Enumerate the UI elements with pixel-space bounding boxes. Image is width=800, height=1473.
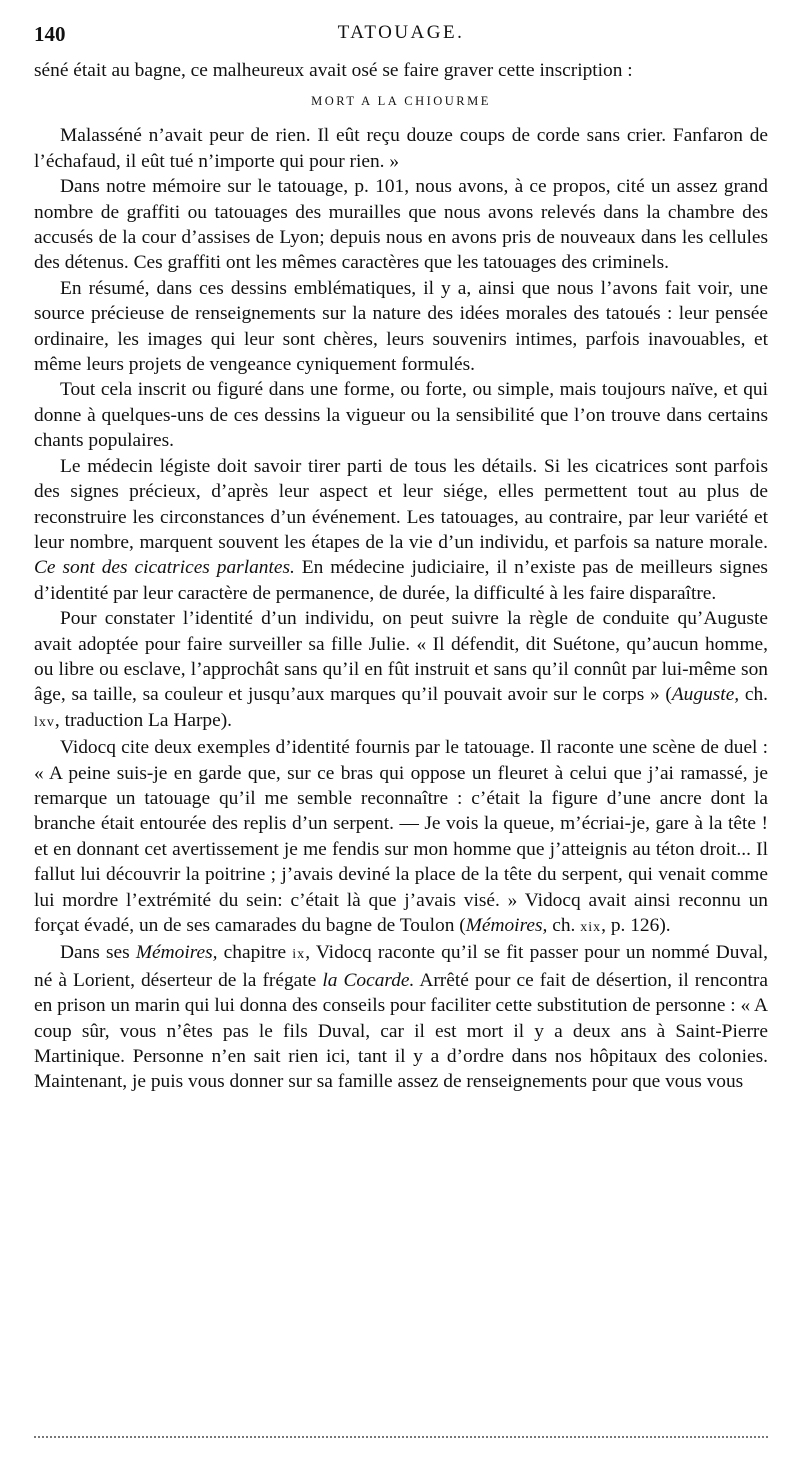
paragraph-7-italic: Auguste, — [671, 684, 740, 706]
paragraph-4: En résumé, dans ces dessins emblématiques, il y a, ainsi que nous l’avons fait voir, une source précieuse de renseignements sur la nature des idées morales des tatoués : leur pensée ordinaire, les images qui leur sont chères, leurs souvenirs intimes, parfois inavouables, et même leurs projets de vengeance cyniquement formulés. — [34, 277, 768, 376]
body-text — [34, 58, 768, 1095]
paragraph-7 — [34, 606, 768, 735]
page-header — [34, 22, 768, 58]
paragraph-8-italic: Mémoires, — [465, 915, 548, 936]
paragraph-5: Tout cela inscrit ou figuré dans une forme, ou forte, ou simple, mais toujours naïve, et qui donne à quelques-uns de ces dessins la vigueur ou la sensibilité que l’on trouve dans certains chants populaires. — [34, 379, 768, 452]
paragraph-7-chapter: lxv — [34, 714, 55, 730]
paragraph-6-text-a: Le médecin légiste doit savoir tirer parti de tous les détails. Si les cicatrices sont parfois des signes précieux, d’après leur aspect et leur siége, elles permettent tout au plus de reconstruire les circonstances d’un événement. Les tatouages, au contraire, par leur variété et leur nombre, marquent souvent les étapes de la vie d’un individu, et parfois sa nature morale. — [34, 455, 768, 553]
paragraph-9 — [34, 940, 768, 1094]
footer-dotted-rule — [34, 1436, 768, 1438]
paragraph-2: Malasséné n’avait peur de rien. Il eût reçu douze coups de corde sans crier. Fanfaron de l’échafaud, il eût tué n’importe qui pour rien. » — [34, 125, 768, 172]
paragraph-9-text-b: chapitre — [217, 942, 293, 964]
paragraph-3: Dans notre mémoire sur le tatouage, p. 101, nous avons, à ce propos, cité un assez grand nombre de graffiti ou tatouages des murailles que nous avons relevés dans la chambre des accusés de la cour d’assises de Lyon; depuis nous en avons pris de nouveaux dans les cellules des détenus. Ces graffiti ont les mêmes caractères que les tatouages des criminels. — [34, 176, 768, 274]
book-page — [34, 22, 768, 1095]
paragraph-7-text-b: ch. — [739, 684, 768, 706]
paragraph-8-text-b: ch. — [547, 915, 581, 936]
paragraph-1: séné était au bagne, ce malheureux avait osé se faire graver cette inscription : — [34, 60, 633, 81]
paragraph-9-text-a: Dans ses — [60, 942, 136, 964]
paragraph-8-text-a: Vidocq cite deux exemples d’identité fournis par le tatouage. Il raconte une scène de duel : « A peine suis-je en garde que, sur ce bras qui oppose un fleuret à celui que j’ai ramassé, je remarque un tatouage qu’il me semble reconnaître : c’était la figure d’une ancre dont la branche était entourée des replis d’un serpent. — Je vois la queue, m’écriai-je, gare à la tête ! et en donnant cet avertissement je me fendis sur mon homme que j’atteignis au téton droit... Il fallut lui découvrir la poitrine ; j’avais deviné la place de la tête du serpent, qui venait comme lui mordre l’extrémité du sein: c’était là que j’avais visé. » Vidocq avait ainsi reconnu un forçat évadé, un de ses camarades du bagne de Toulon ( — [34, 737, 768, 936]
paragraph-9-chapter: ix — [292, 947, 306, 963]
paragraph-6-italic: Ce sont des cicatrices parlantes. — [34, 557, 295, 579]
paragraph-8-text-c: , p. 126). — [601, 915, 671, 936]
paragraph-6 — [34, 454, 768, 606]
paragraph-9-italic-2: la Cocarde. — [322, 969, 415, 991]
paragraph-7-text-c: , traduction La Harpe). — [54, 709, 233, 731]
paragraph-8 — [34, 735, 768, 940]
running-head: TATOUAGE. — [337, 22, 465, 43]
paragraph-6-text-b: En médecine judiciaire, il n’existe pas de meilleurs signes d’identité par leur caractère de permanence, de durée, la difficulté à les faire disparaître. — [34, 557, 768, 604]
paragraph-9-italic-1: Mémoires, — [135, 942, 218, 964]
paragraph-7-text-a: Pour constater l’identité d’un individu, on peut suivre la règle de conduite qu’Auguste avait adoptée pour faire surveiller sa fille Julie. « Il défendit, dit Suétone, qu’aucun homme, ou libre ou esclave, l’approchât sans qu’il en fût instruit et sans qu’il connût par lui-même son âge, sa taille, sa couleur et jusqu’aux marques qu’il pouvait avoir sur le corps » ( — [34, 608, 768, 706]
paragraph-9-text-d: Arrêté pour ce fait de désertion, il rencontra en prison un marin qui lui donna des conseils pour faciliter cette substitution de personne : « A coup sûr, vous n’êtes pas le fils Duval, car il est mort il y a deux ans à Saint-Pierre Martinique. Personne n’en sait rien ici, tant il y a d’ordre dans nos hôpitaux des colonies. Maintenant, je puis vous donner sur sa famille assez de renseignements pour que vous vous — [34, 969, 769, 1093]
paragraph-9-text-c: , Vidocq raconte qu’il se fit passer pour un nommé Duval, né à Lorient, déserteur de la frégate — [34, 942, 768, 991]
inscription: MORT A LA CHIOURME — [311, 94, 491, 109]
paragraph-8-chapter: xix — [580, 920, 602, 935]
page-number: 140 — [34, 22, 66, 46]
